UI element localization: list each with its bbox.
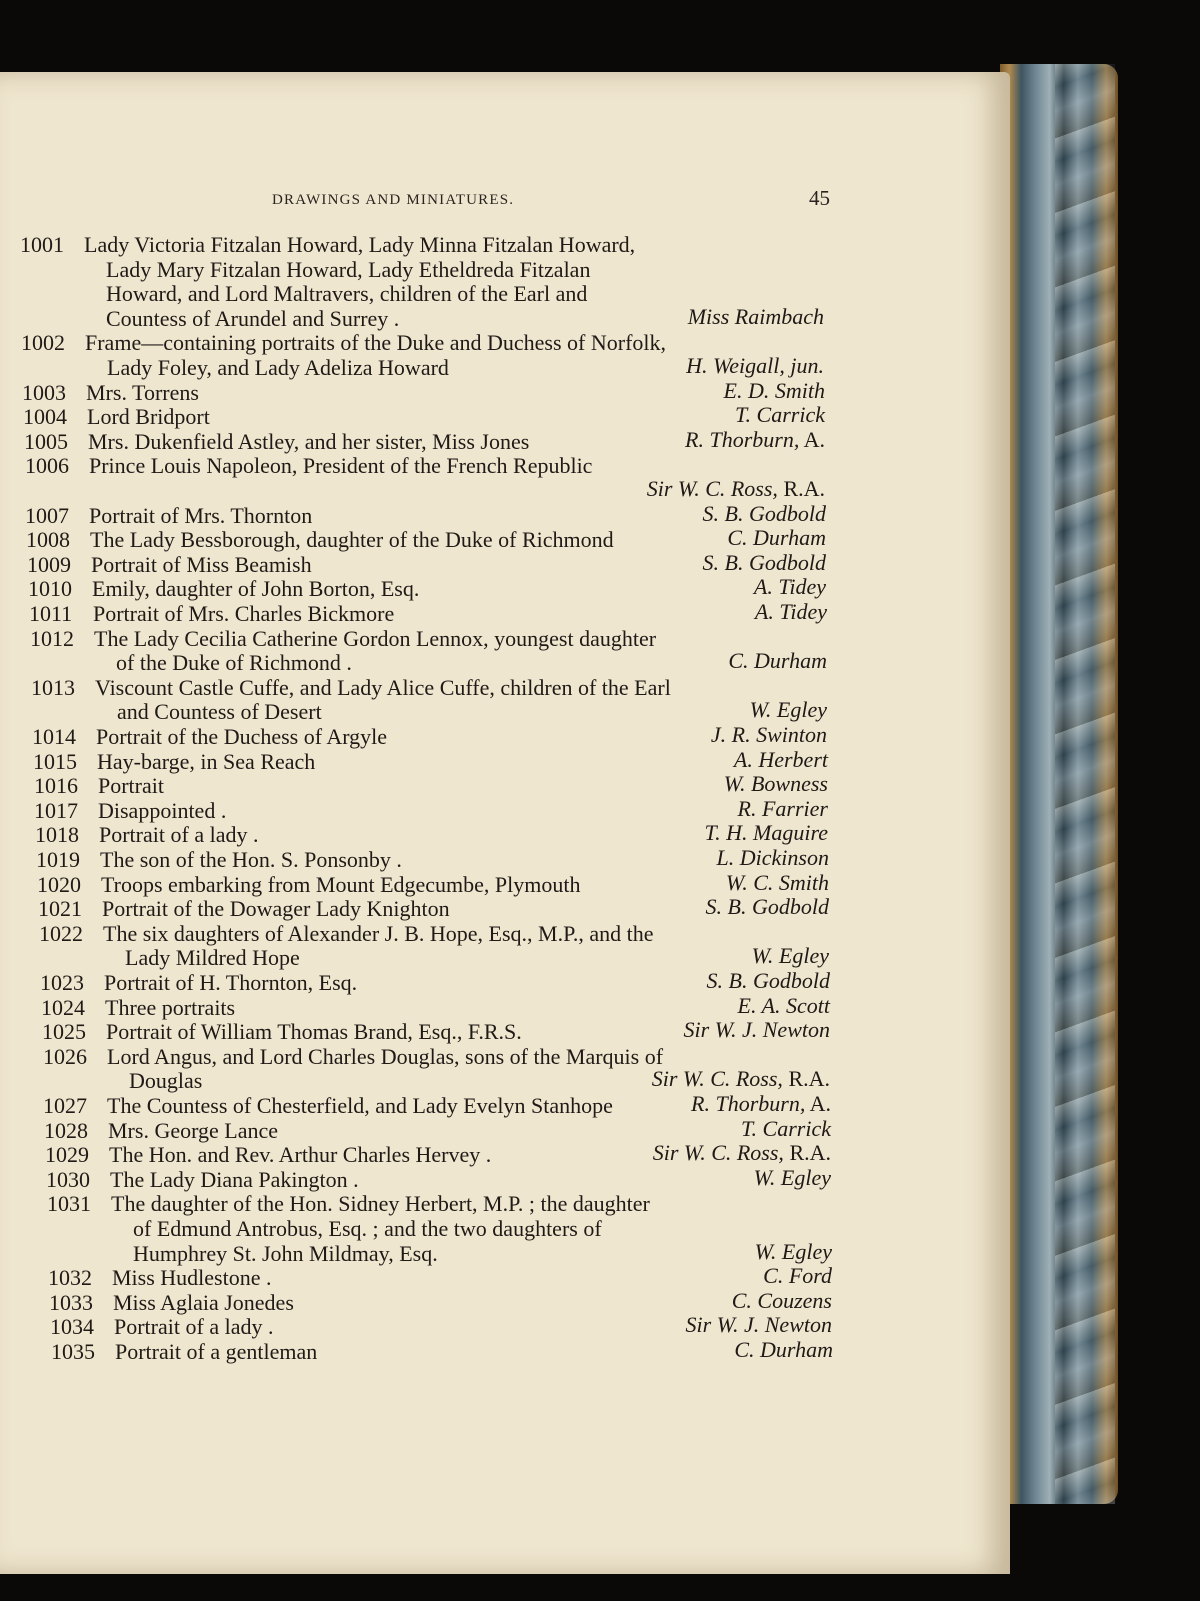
entry-continuation-line [106,257,590,282]
entry-title-text: Hay-barge, in Sea Reach [97,749,316,774]
entry-title-text: Emily, daughter of John Borton, Esq. [92,576,420,601]
entry-number: 1031 [47,1191,91,1216]
artist-name [691,1091,831,1116]
artist-name-text: J. R. Swinton [710,722,827,747]
artist-name [685,427,825,452]
artist-name [688,304,824,329]
entry-first-line [40,970,357,995]
artist-name-text: C. Durham [727,525,826,550]
entry-number: 1032 [48,1265,92,1290]
entry-number: 1023 [40,970,84,995]
entry-number: 1010 [28,576,72,601]
entry-first-line [29,601,394,626]
entry-first-line [43,1093,613,1118]
artist-name [686,1312,832,1337]
entry-title-text: Humphrey St. John Mildmay, Esq. [133,1241,438,1266]
entry-title-text: Mrs. George Lance [108,1118,279,1143]
entry-first-line [38,896,450,921]
entry-number: 1008 [26,527,70,552]
entry-first-line [22,380,199,405]
entry-first-line [46,1167,359,1192]
entry-title-text: Lady Mary Fitzalan Howard, Lady Etheldreda Fitzalan [106,257,591,282]
entry-title-text: The Lady Bessborough, daughter of the Duke of Richmond [90,527,614,552]
entry-title-text: The daughter of the Hon. Sidney Herbert, M.P. ; the daughter [111,1191,650,1216]
book-page [0,72,1010,1574]
entry-first-line [36,847,402,872]
entry-title-text: and Countess of Desert [117,699,322,724]
artist-name [754,574,826,599]
artist-distinction: R.A. [782,1066,830,1091]
artist-name [734,747,828,772]
entry-number: 1005 [24,429,68,454]
entry-first-line [49,1290,294,1315]
entry-first-line [24,429,529,454]
entry-number: 1011 [29,601,73,626]
entry-number: 1020 [37,872,81,897]
artist-name [735,402,825,427]
entry-first-line [44,1118,278,1143]
entry-number: 1015 [33,749,77,774]
entry-continuation-line [117,699,322,724]
entry-continuation-line [106,281,587,306]
entry-title-text: Lord Angus, and Lord Charles Douglas, sons of the Marquis of [107,1044,664,1069]
artist-name [724,378,825,403]
artist-name-text: T. H. Maguire [704,820,828,845]
artist-name-text: W. Egley [754,1239,832,1264]
entry-first-line [34,773,164,798]
artist-name-text: W. Egley [753,1165,831,1190]
entry-number: 1002 [21,330,65,355]
entry-title-text: Portrait of Mrs. Charles Bickmore [93,601,395,626]
artist-name [684,1017,830,1042]
artist-name-text: Sir W. J. Newton [683,1017,830,1042]
entry-first-line [43,1044,663,1069]
artist-name-text: H. Weigall, jun. [686,353,824,378]
artist-name-text: Sir W. C. Ross, [651,1066,783,1091]
artist-name-text: R. Thorburn, [691,1091,806,1116]
artist-name-text: Sir W. C. Ross, [646,476,778,501]
artist-name [728,648,827,673]
artist-name [754,1165,831,1190]
entry-first-line [51,1339,317,1364]
entry-number: 1028 [44,1118,88,1143]
entry-title-text: Portrait of a lady . [114,1314,274,1339]
entry-title-text: The six daughters of Alexander J. B. Hope, Esq., M.P., and the [103,921,654,946]
entry-number: 1014 [32,724,76,749]
entry-number: 1018 [35,822,79,847]
entry-title-text: Portrait of the Duchess of Argyle [96,724,388,749]
entry-number: 1035 [51,1339,95,1364]
entry-title-text: Douglas [129,1068,203,1093]
artist-distinction: A. [805,1091,831,1116]
artist-name-text: Sir W. C. Ross, [652,1140,784,1165]
entry-number: 1025 [42,1019,86,1044]
entry-title-text: Miss Hudlestone . [112,1265,272,1290]
entry-first-line [32,724,387,749]
artist-name [738,796,828,821]
artist-name [755,1239,832,1264]
entry-first-line [48,1265,272,1290]
artist-name-text: S. B. Godbold [706,968,830,993]
artist-name-text: S. B. Godbold [702,501,826,526]
entry-title-text: Disappointed . [98,798,227,823]
entry-first-line [28,576,419,601]
entry-number: 1033 [49,1290,93,1315]
entry-title-text: of the Duke of Richmond . [116,650,352,675]
artist-name [717,845,829,870]
artist-name-text: Sir W. J. Newton [685,1312,832,1337]
artist-name [755,599,827,624]
entry-title-text: Portrait of H. Thornton, Esq. [104,970,358,995]
artist-name-text: A. Herbert [733,747,828,772]
artist-name-text: A. Tidey [754,599,827,624]
entry-number: 1001 [20,232,64,257]
artist-name [763,1263,832,1288]
artist-name [686,353,824,378]
entry-title-text: Frame—containing portraits of the Duke and Duchess of Norfolk, [85,330,667,355]
entry-continuation-line [125,945,300,970]
artist-name-text: Miss Raimbach [687,304,824,329]
entry-title-text: Mrs. Torrens [86,380,199,405]
artist-name [653,1140,831,1165]
entry-first-line [27,552,312,577]
entry-title-text: The Hon. and Rev. Arthur Charles Hervey . [109,1142,492,1167]
entry-continuation-line [106,306,399,331]
entry-number: 1034 [50,1314,94,1339]
artist-name-text: T. Carrick [740,1116,831,1141]
entry-continuation-line [133,1216,602,1241]
entry-title-text: Howard, and Lord Maltravers, children of the Earl and [106,281,588,306]
entry-number: 1004 [23,404,67,429]
artist-name-text: C. Durham [734,1337,833,1362]
entry-continuation-line [129,1068,202,1093]
entry-continuation-line [107,355,449,380]
entry-continuation-line [116,650,352,675]
entry-number: 1016 [34,773,78,798]
artist-name-text: T. Carrick [734,402,825,427]
entry-title-text: Portrait of Miss Beamish [91,552,312,577]
entry-number: 1022 [39,921,83,946]
entry-title-text: The Lady Cecilia Catherine Gordon Lennox, youngest daughter [94,626,657,651]
entry-first-line [26,527,614,552]
artist-name-text: W. C. Smith [725,870,829,895]
entry-title-text: Portrait [98,773,164,798]
entry-title-text: Portrait of Mrs. Thornton [89,503,313,528]
entry-title-text: Viscount Castle Cuffe, and Lady Alice Cuffe, children of the Earl [95,675,671,700]
entry-number: 1019 [36,847,80,872]
entry-title-text: Portrait of William Thomas Brand, Esq., F.R.S. [106,1019,522,1044]
entry-title-text: Lord Bridport [87,404,210,429]
entry-title-text: Troops embarking from Mount Edgecumbe, Plymouth [101,872,581,897]
artist-name-text: E. A. Scott [737,993,830,1018]
entry-number: 1027 [43,1093,87,1118]
entry-title-text: Portrait of a lady . [99,822,259,847]
artist-name [738,993,830,1018]
entry-first-line [21,330,666,355]
artist-name-text: C. Ford [763,1263,832,1288]
entry-first-line [25,503,312,528]
artist-name [706,894,829,919]
artist-name-text: C. Durham [728,648,827,673]
entry-title-text: of Edmund Antrobus, Esq. ; and the two daughters of [133,1216,602,1241]
artist-distinction: A. [799,427,825,452]
artist-distinction: R.A. [783,1140,831,1165]
entry-title-text: Portrait of a gentleman [115,1339,318,1364]
entry-number: 1021 [38,896,82,921]
entry-number: 1009 [27,552,71,577]
artist-name [750,697,827,722]
entry-number: 1024 [41,995,85,1020]
artist-name [647,476,825,501]
entry-title-text: Countess of Arundel and Surrey . [106,306,400,331]
artist-name-text: A. Tidey [753,574,826,599]
entry-number: 1030 [46,1167,90,1192]
entry-title-text: The son of the Hon. S. Ponsonby . [100,847,402,872]
entry-title-text: Lady Mildred Hope [125,945,300,970]
page-number: 45 [809,186,830,210]
artist-name-text: L. Dickinson [716,845,829,870]
entry-title-text: Miss Aglaia Jonedes [113,1290,294,1315]
artist-name [724,771,828,796]
entry-number: 1006 [25,453,69,478]
entry-number: 1029 [45,1142,89,1167]
entry-number: 1017 [34,798,78,823]
entry-first-line [42,1019,522,1044]
artist-name [727,525,826,550]
entry-title-text: The Lady Diana Pakington . [110,1167,359,1192]
entry-first-line [50,1314,273,1339]
artist-name-text: E. D. Smith [723,378,825,403]
artist-name-text: R. Thorburn, [685,427,800,452]
running-title: DRAWINGS AND MINIATURES. [272,192,515,208]
artist-distinction: R.A. [777,476,825,501]
entry-first-line [47,1191,650,1216]
entry-title-text: Portrait of the Dowager Lady Knighton [102,896,450,921]
entry-title-text: Lady Foley, and Lady Adeliza Howard [107,355,449,380]
entry-number: 1007 [25,503,69,528]
artist-name-text: S. B. Godbold [702,550,826,575]
artist-name [726,870,829,895]
entry-title-text: Lady Victoria Fitzalan Howard, Lady Minna Fitzalan Howard, [84,232,636,257]
artist-name [703,501,826,526]
entry-first-line [45,1142,491,1167]
entry-first-line [20,232,635,257]
entry-number: 1012 [30,626,74,651]
entry-first-line [23,404,210,429]
artist-name-text: C. Couzens [731,1288,832,1313]
artist-name [732,1288,832,1313]
artist-name [705,820,828,845]
entry-first-line [30,626,656,651]
artist-name-text: W. Bowness [723,771,828,796]
entry-title-text: Mrs. Dukenfield Astley, and her sister, Miss Jones [88,429,530,454]
artist-name [741,1116,831,1141]
marbled-pattern [1055,64,1115,1504]
entry-first-line [33,749,315,774]
entry-first-line [37,872,581,897]
artist-name-text: W. Egley [749,697,827,722]
artist-name [652,1066,830,1091]
entry-title-text: The Countess of Chesterfield, and Lady Evelyn Stanhope [107,1093,613,1118]
entry-number: 1003 [22,380,66,405]
page-edge-marbled [1000,64,1118,1504]
entry-first-line [25,453,592,478]
entry-continuation-line [133,1241,438,1266]
artist-name [707,968,830,993]
entry-first-line [35,822,258,847]
entry-first-line [41,995,235,1020]
artist-name [734,1337,833,1362]
artist-name-text: S. B. Godbold [705,894,829,919]
entry-title-text: Prince Louis Napoleon, President of the French Republic [89,453,593,478]
artist-name [703,550,826,575]
artist-name [752,943,829,968]
entry-number: 1026 [43,1044,87,1069]
entry-title-text: Three portraits [105,995,236,1020]
entry-first-line [34,798,226,823]
entry-first-line [31,675,671,700]
artist-name [711,722,827,747]
artist-name-text: R. Farrier [737,796,828,821]
entry-first-line [39,921,654,946]
catalogue-entries [0,72,1000,1573]
artist-name-text: W. Egley [751,943,829,968]
entry-number: 1013 [31,675,75,700]
